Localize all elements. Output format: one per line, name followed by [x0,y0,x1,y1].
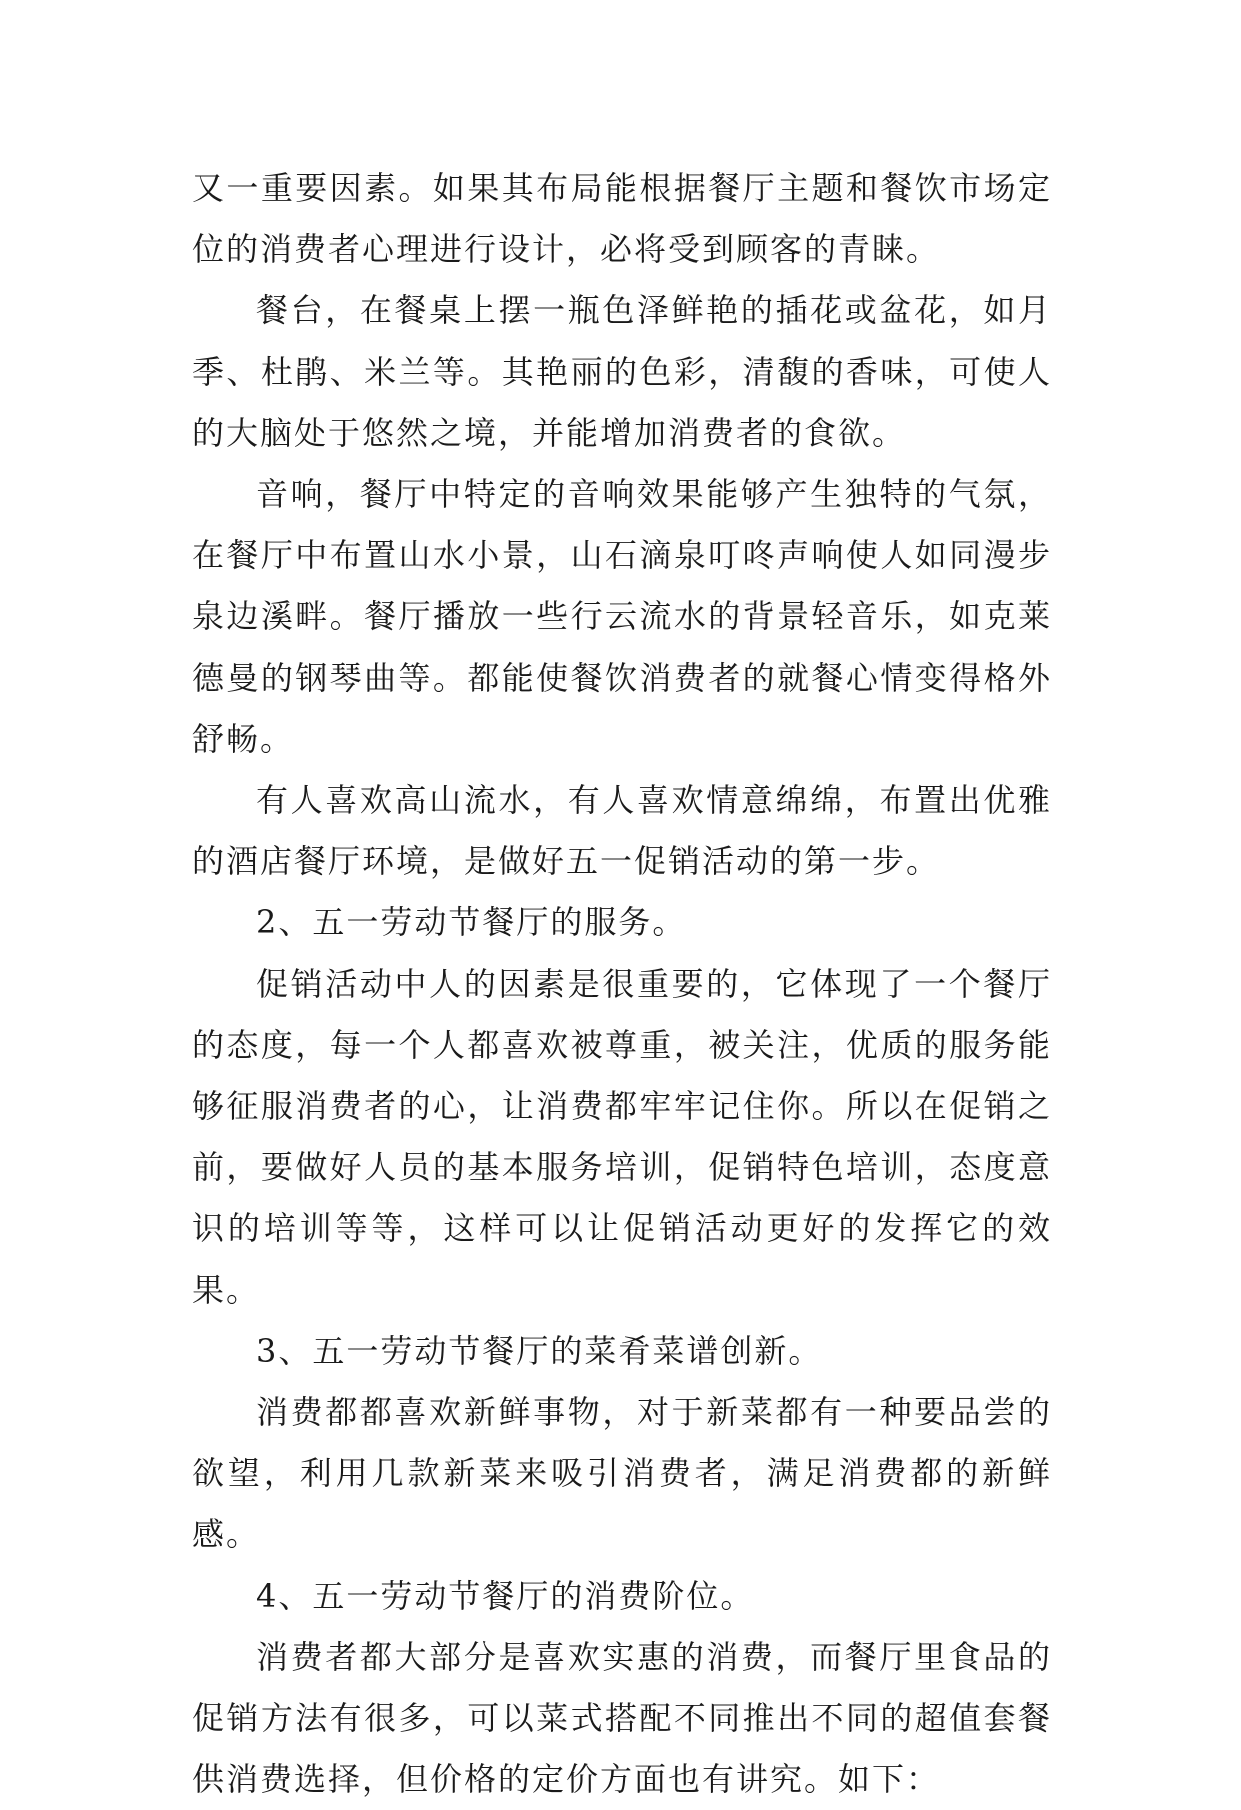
section-heading: 3、五一劳动节餐厅的菜肴菜谱创新。 [256,1331,823,1370]
paragraph: 餐台，在餐桌上摆一瓶色泽鲜艳的插花或盆花，如月季、杜鹃、米兰等。其艳丽的色彩，清馥的香味，可使人的大脑处于悠然之境，并能增加消费者的食欲。 [192,291,1052,452]
document-page [192,158,1052,1810]
paragraph: 有人喜欢高山流水，有人喜欢情意绵绵，布置出优雅的酒店餐厅环境，是做好五一促销活动的第一步。 [192,781,1052,881]
paragraph: 又一重要因素。如果其布局能根据餐厅主题和餐饮市场定位的消费者心理进行设计，必将受到顾客的青睐。 [192,169,1052,269]
section-heading: 2、五一劳动节餐厅的服务。 [256,903,687,942]
paragraph: 促销活动中人的因素是很重要的，它体现了一个餐厅的态度，每一个人都喜欢被尊重，被关注，优质的服务能够征服消费者的心，让消费都牢牢记住你。所以在促销之前，要做好人员的基本服务培训，促销特色培训，态度意识的培训等等，这样可以让促销活动更好的发挥它的效果。 [192,964,1052,1309]
section-heading: 4、五一劳动节餐厅的消费阶位。 [256,1576,755,1615]
paragraph: 消费者都大部分是喜欢实惠的消费，而餐厅里食品的促销方法有很多，可以菜式搭配不同推出不同的超值套餐供消费选择，但价格的定价方面也有讲究。如下： [192,1637,1052,1799]
paragraph: 音响，餐厅中特定的音响效果能够产生独特的气氛，在餐厅中布置山水小景，山石滴泉叮咚声响使人如同漫步泉边溪畔。餐厅播放一些行云流水的背景轻音乐，如克莱德曼的钢琴曲等。都能使餐饮消费者的就餐心情变得格外舒畅。 [192,475,1052,758]
paragraph: 消费都都喜欢新鲜事物，对于新菜都有一种要品尝的欲望，利用几款新菜来吸引消费者，满足消费都的新鲜感。 [192,1393,1052,1554]
